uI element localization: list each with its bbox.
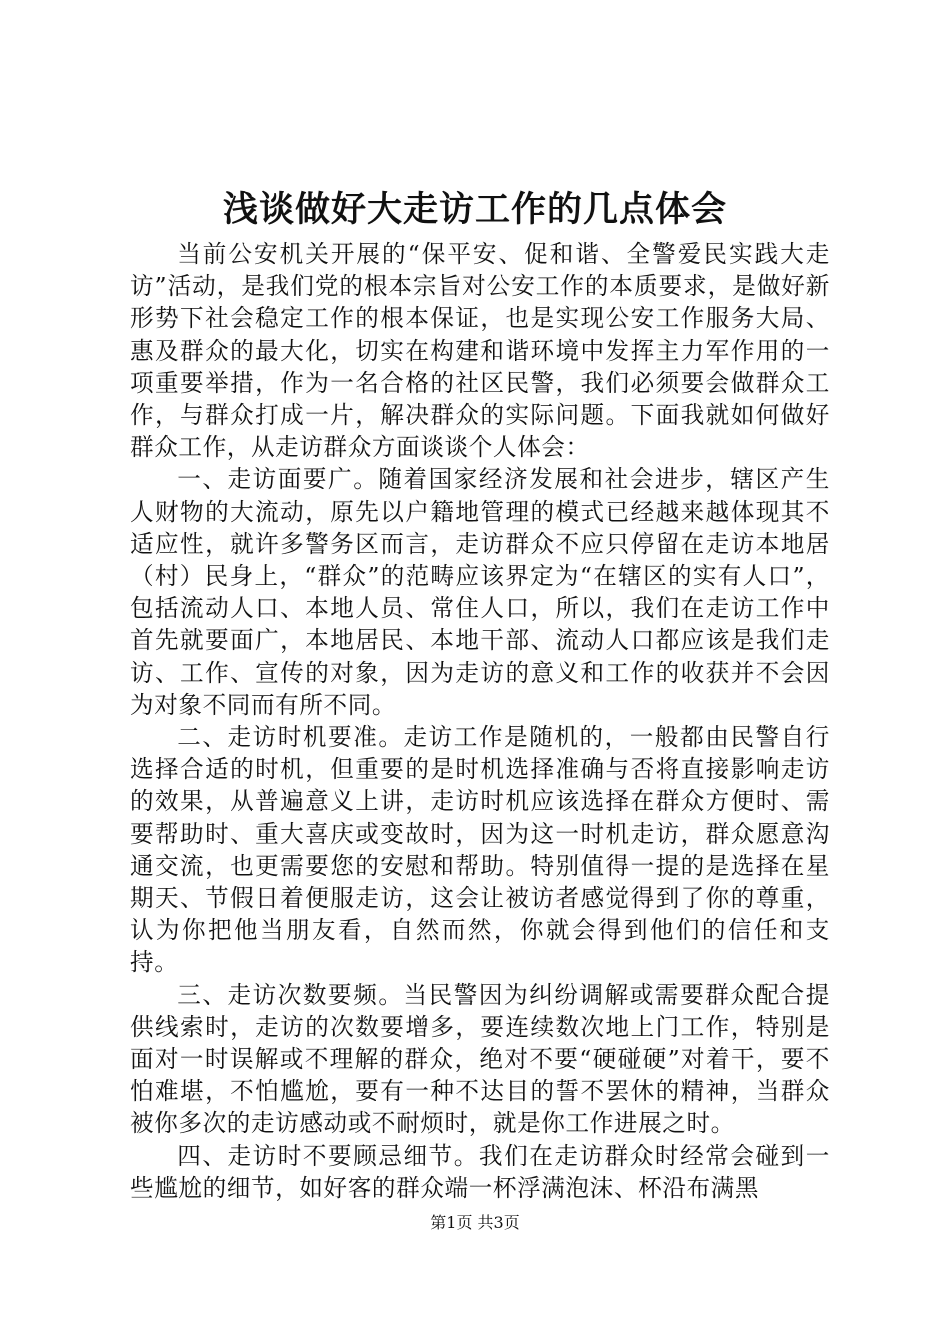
page-number-footer: 第1页 共3页 — [430, 1213, 520, 1232]
paragraph-intro: 当前公安机关开展的“保平安、促和谐、全警爱民实践大走访”活动，是我们党的根本宗旨对公安工作的本质要求，是做好新形势下社会稳定工作的根本保证，也是实现公安工作服务大局、惠及群众的最大化，切实在构建和谐环境中发挥主力军作用的一项重要举措，作为一名合格的社区民警，我们必须要会做群众工作，与群众打成一片，解决群众的实际问题。下面我就如何做好群众工作，从走访群众方面谈谈个人体会： — [130, 240, 830, 462]
paragraph-section-4: 四、走访时不要顾忌细节。我们在走访群众时经常会碰到一些尴尬的细节，如好客的群众端一杯浮满泡沫、杯沿布满黑 — [130, 1141, 830, 1202]
document-title: 浅谈做好大走访工作的几点体会 — [222, 189, 727, 230]
paragraph-section-2: 二、走访时机要准。走访工作是随机的，一般都由民警自行选择合适的时机，但重要的是时机选择准确与否将直接影响走访的效果，从普遍意义上讲，走访时机应该选择在群众方便时、需要帮助时、重大喜庆或变故时，因为这一时机走访，群众愿意沟通交流，也更需要您的安慰和帮助。特别值得一提的是选择在星期天、节假日着便服走访，这会让被访者感觉得到了你的尊重，认为你把他当朋友看，自然而然，你就会得到他们的信任和支持。 — [130, 723, 830, 977]
paragraph-section-3: 三、走访次数要频。当民警因为纠纷调解或需要群众配合提供线索时，走访的次数要增多，要连续数次地上门工作，特别是面对一时误解或不理解的群众，绝对不要“硬碰硬”对着干，要不怕难堪，不怕尴尬，要有一种不达目的誓不罢休的精神，当群众被你多次的走访感动或不耐烦时，就是你工作进展之时。 — [130, 980, 830, 1138]
document-body — [130, 238, 830, 1204]
paragraph-section-1: 一、走访面要广。随着国家经济发展和社会进步，辖区产生人财物的大流动，原先以户籍地管理的模式已经越来越体现其不适应性，就许多警务区而言，走访群众不应只停留在走访本地居（村）民身上，“群众”的范畴应该界定为“在辖区的实有人口”，包括流动人口、本地人员、常住人口，所以，我们在走访工作中首先就要面广，本地居民、本地干部、流动人口都应该是我们走访、工作、宣传的对象，因为走访的意义和工作的收获并不会因为对象不同而有所不同。 — [130, 465, 830, 719]
